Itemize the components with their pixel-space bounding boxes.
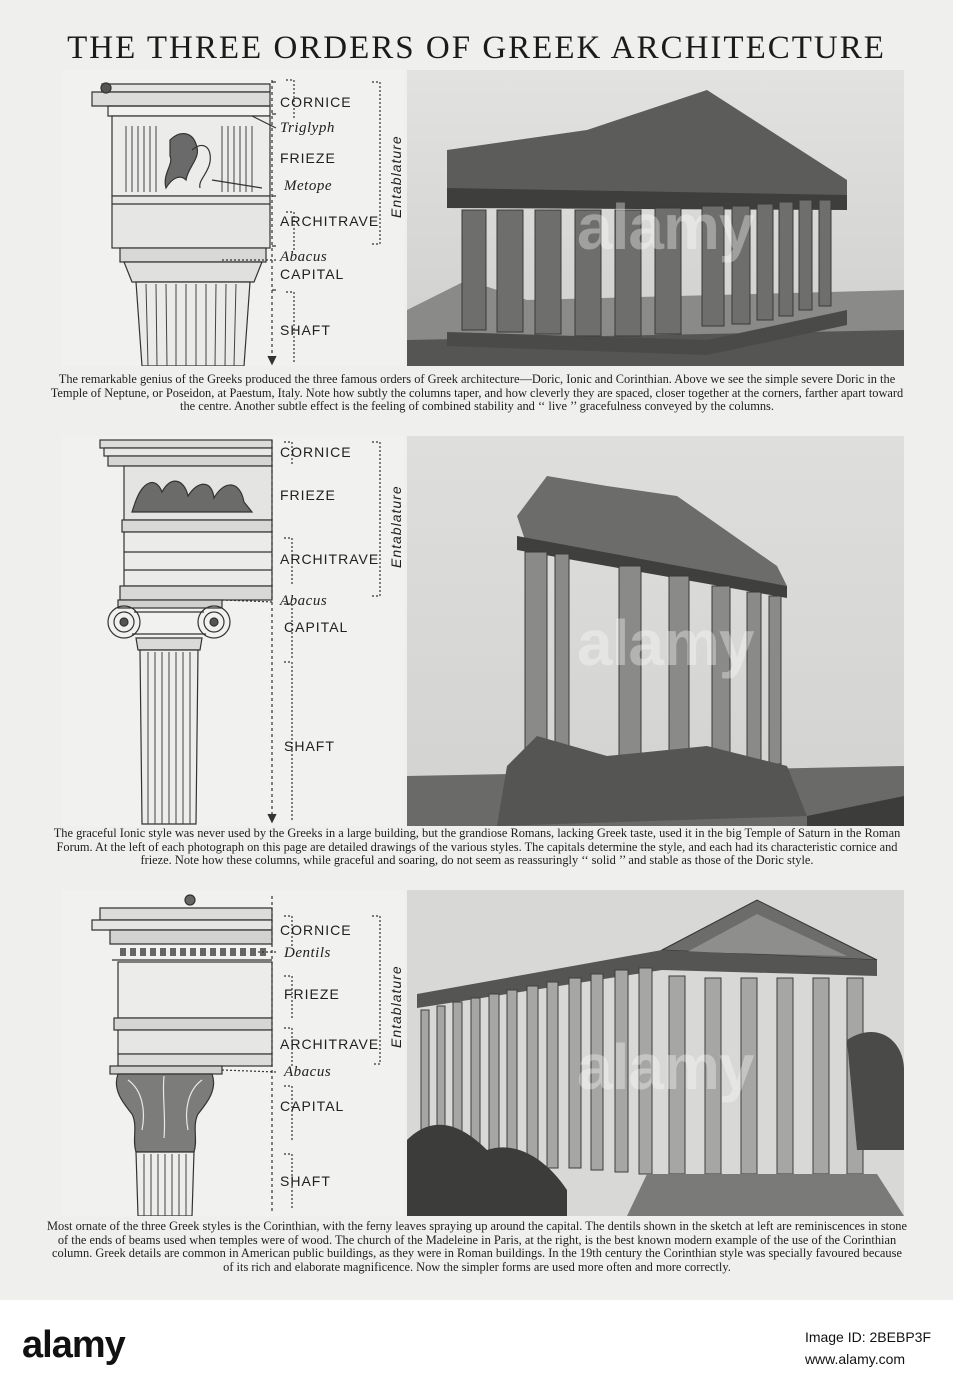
ionic-column-drawing (62, 436, 404, 826)
doric-shaft-label: SHAFT (280, 322, 331, 338)
corinthian-caption: Most ornate of the three Greek styles is the Corinthian, with the ferny leaves spraying up around the capital. The dentils shown in the sketch at left are reminiscences in stone of the ends of beams used when temples were of wood. The church of the Madeleine in Paris, at the right, is the best known modern example of the use of the Corinthian column. Greek details are common in American public buildings, as they were in Roman buildings. In the 19th century the Corinthian style was specially favoured because of its rich and elaborate magnificence. Now the simpler forms are used more often and more correctly. (47, 1219, 907, 1274)
watermark: alamy (577, 191, 754, 263)
ionic-entablature-label: Entablature (388, 485, 404, 568)
doric-metope-label: Metope (284, 178, 332, 194)
corinthian-shaft-label: SHAFT (280, 1173, 331, 1189)
ionic-shaft-label: SHAFT (284, 738, 335, 754)
image-id: Image ID: 2BEBP3F (804, 1329, 931, 1345)
site-url: www.alamy.com (804, 1351, 906, 1367)
corinthian-temple-photo (407, 890, 904, 1216)
ionic-capital-label: CAPITAL (284, 619, 349, 635)
corinthian-diagram (62, 890, 404, 1216)
doric-architrave-label: ARCHITRAVE (280, 213, 380, 229)
ionic-architrave-label: ARCHITRAVE (280, 551, 380, 567)
corinthian-cornice-label: CORNICE (280, 922, 352, 938)
ionic-temple-photo (407, 436, 904, 826)
corinthian-section (0, 890, 953, 1300)
ionic-section (0, 436, 953, 876)
doric-triglyph-label: Triglyph (280, 120, 335, 136)
doric-diagram (62, 70, 404, 366)
alamy-logo: alamy (22, 1324, 125, 1366)
corinthian-abacus-label: Abacus (284, 1064, 332, 1080)
image-id-block (805, 1326, 931, 1370)
ionic-caption: The graceful Ionic style was never used by the Greeks in a large building, but the grandiose Romans, lacking Greek taste, used it in the big Temple of Saturn in the Roman Forum. At the left of each photograph on this page are detailed drawings of the various styles. The capitals determine the style, and each had its characteristic cornice and frieze. Note how these columns, while graceful and soaring, do not seem as reassuringly ‘‘ solid ’’ and stable as those of the Doric style. (53, 826, 901, 868)
doric-section (0, 70, 953, 430)
doric-cornice-label: CORNICE (280, 94, 352, 110)
doric-temple-photo (407, 70, 904, 366)
corinthian-architrave-label: ARCHITRAVE (280, 1036, 380, 1052)
ionic-frieze-label: FRIEZE (280, 487, 336, 503)
doric-frieze-label: FRIEZE (280, 150, 336, 166)
corinthian-capital-label: CAPITAL (280, 1098, 345, 1114)
page-title: THE THREE ORDERS OF GREEK ARCHITECTURE (67, 30, 886, 66)
ionic-diagram (62, 436, 404, 826)
ionic-abacus-label: Abacus (280, 593, 328, 609)
corinthian-column-drawing (62, 890, 404, 1216)
corinthian-frieze-label: FRIEZE (284, 986, 340, 1002)
doric-caption: The remarkable genius of the Greeks produced the three famous orders of Greek architecture—Doric, Ionic and Corinthian. Above we see the simple severe Doric in the Temple of Neptune, or Poseidon, at Paestum, Italy. Note how subtly the columns taper, and how cleverly they are spaced, closer together at the corners, farther apart toward the centre. Another subtle effect is the feeling of combined stability and ‘‘ live ’’ gracefulness conveyed by the columns. (50, 372, 904, 414)
watermark: alamy (577, 607, 754, 679)
corinthian-dentils-label: Dentils (284, 945, 331, 961)
doric-abacus-label: Abacus (280, 249, 328, 265)
doric-capital-label: CAPITAL (280, 266, 345, 282)
doric-entablature-label: Entablature (388, 135, 404, 218)
ionic-cornice-label: CORNICE (280, 444, 352, 460)
watermark: alamy (577, 1031, 754, 1103)
corinthian-entablature-label: Entablature (388, 965, 404, 1048)
